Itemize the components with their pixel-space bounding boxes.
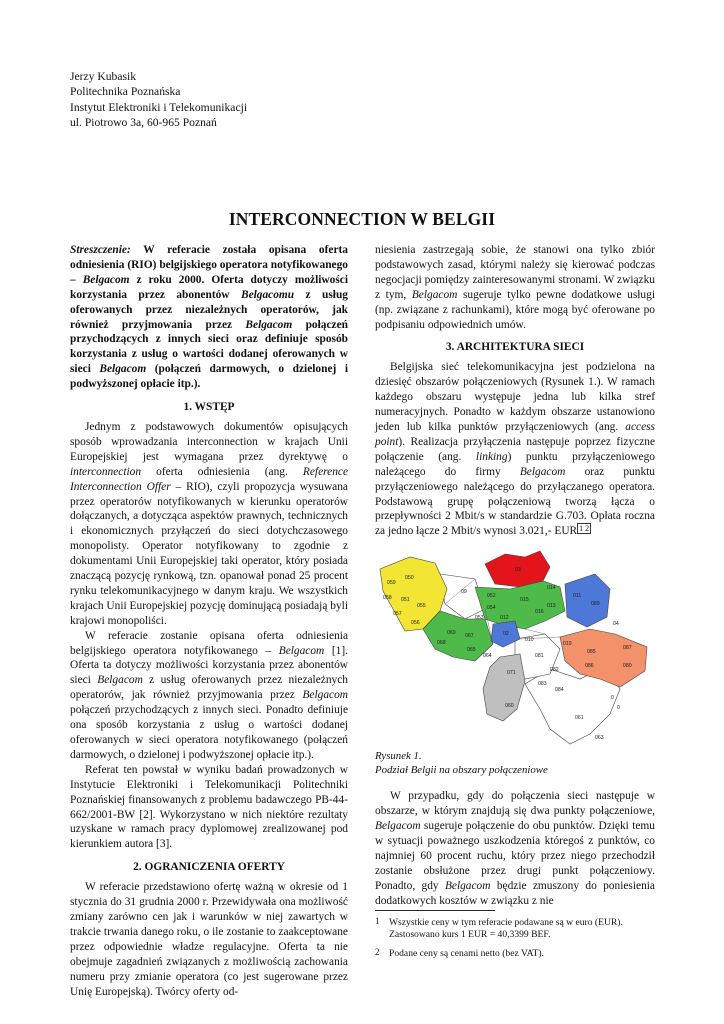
footnote-text: Wszystkie ceny w tym referacie podawane są w euro (EUR). Zastosowano kurs 1 EUR = 40,3399 BEF. xyxy=(389,917,623,941)
map-label: 012 xyxy=(500,615,509,622)
paper-title: INTERCONNECTION W BELGII xyxy=(228,209,496,229)
map-label: 086 xyxy=(585,663,594,670)
map-label: 015 xyxy=(520,597,529,604)
map-label: 050 xyxy=(405,575,414,582)
company-name: Belgacom xyxy=(245,318,293,331)
abstract-label: Streszczenie: xyxy=(70,244,131,256)
intro-paragraph-1: Jednym z podstawowych dokumentów opisujących sposób wprowadzania interconnection w krajach Unii Europejskiej jest wymagana przez dyrektywę o interconnection oferta odniesienia (ang. Reference Interconnection Offer – RIO), czyli propozycja wysuwana przez operatorów notyfikowanych w kierunku operatorów dołączanych, a dotycząca aspektów prawnych, technicznych i ekonomicznych przyłączeń do sieci dotychczasowego monopolisty. Operator notyfikowany to zgodnie z dokumentami Unii Europejskiej taki operator, który posiada znaczącą pozycję rynkową, tzn. opanował ponad 25 procent rynku telekomunikacyjnego w danym kraju. We wszystkich krajach Unii Europejskiej pozycję dominującą posiadają byli krajowi monopoliści. xyxy=(70,420,348,627)
map-label: 061 xyxy=(575,715,584,722)
map-label: 060 xyxy=(505,703,514,710)
map-label: 065 xyxy=(467,647,476,654)
map-label: 067 xyxy=(465,633,474,640)
company-name: Belgacomu xyxy=(240,288,295,301)
abstract-text: z roku 2000. Oferta dotyczy możliwości korzystania przez abonentów xyxy=(70,273,348,301)
map-label: 016 xyxy=(535,609,544,616)
map-label: 064 xyxy=(483,653,492,660)
limits-paragraph: W referacie przedstawiono ofertę ważną w okresie od 1 stycznia do 31 grudnia 2000 r. Przewidywała ona możliwość zmiany zarówno cen jak i warunków w niej zawartych w trakcie trwania danego roku, o ile zostanie to zaakceptowane przez odpowiednie władze regulacyjne. Oferta ta nie obejmuje zagadnień związanych z możliwością zachowania numeru przy zmianie operatora (co jest sugerowane przez Unię Europejską). Twórcy oferty od- xyxy=(70,881,348,998)
section-heading-intro: 1. WSTĘP xyxy=(183,401,235,414)
architecture-paragraph-1: Belgijska sieć telekomunikacyjna jest podzielona na dziesięć obszarów połączeniowych (Rysunek 1.). W ramach każdego obszaru występuje jedna lub kilka stref numeracyjnych. Ponadto w każdym obszarze ustanowiono jeden lub kilka punktów przyłączeniowych (ang. access point). Realizacja przyłączenia następuje poprzez fizyczne połączenie (ang. linking) punktu przyłączeniowego należącego do firmy Belgacom oraz punktu przyłączeniowego należącego do przyłączanego operatora. Podstawową grupę połączeniową tworzą łącza o przepływności 2 Mbit/s w standardzie G.703. Opłata roczna za jedno łącze 2 Mbit/s wynosi 3.021,- EUR $^{1 2}$ xyxy=(375,361,656,538)
map-label: 011 xyxy=(573,593,582,600)
map-label: 053 xyxy=(475,615,484,622)
abstract-text: połączeń przychodzących z innych sieci oraz definiuje sposób korzystania z usług o wartości dodanej oferowanych w sieci xyxy=(70,318,348,376)
map-label: 063 xyxy=(595,735,604,742)
footnote-number: 1 xyxy=(375,916,380,926)
map-label: 081 xyxy=(535,653,544,660)
author-name: Jerzy Kubasik xyxy=(70,70,137,83)
author-block xyxy=(70,69,247,131)
map-label: 014 xyxy=(547,585,556,592)
map-label: 089 xyxy=(591,601,600,608)
abstract-text: z usług oferowanych przez niezależnych operatorów, jak również przyjmowania przez xyxy=(70,288,348,331)
region-gray xyxy=(483,654,525,721)
footnote-number: 2 xyxy=(375,946,380,957)
map-label: 071 xyxy=(507,670,516,677)
map-label: 055 xyxy=(417,603,426,610)
footnotes xyxy=(375,910,655,966)
map-label: 02 xyxy=(503,631,509,638)
abstract-text: (połączeń darmowych, o dzielonej i podwyższonej opłacie itp.). xyxy=(70,363,348,391)
region-blue-east xyxy=(565,574,610,627)
map-label: 019 xyxy=(563,641,572,648)
footnote-divider xyxy=(375,910,495,911)
footnote-reference[interactable]: 1 2 xyxy=(579,524,590,534)
map-label: 082 xyxy=(550,667,559,674)
figure-caption-text: Podział Belgii na obszary połączeniowe xyxy=(375,764,548,777)
map-label: 069 xyxy=(447,630,456,637)
continued-paragraph: niesienia zastrzegają sobie, że stanowi ona tylko zbiór podstawowych zasad, którymi należy się kierować podczas negocjacji pomiędzy zainteresowanymi stronami. W związku z tym, Belgacom sugeruje tylko pewne dodatkowe usługi (np. związane z rachunkami), które mogą być oferowane po podpisaniu odpowiednich umów. xyxy=(375,244,655,331)
abstract xyxy=(70,243,348,392)
map-label: 013 xyxy=(547,603,556,610)
map-label: 03 xyxy=(515,567,521,574)
footnote-text: Podane ceny są cenami netto (bez VAT). xyxy=(389,947,544,959)
figure-caption-label: Rysunek 1. xyxy=(375,750,422,763)
footnote-2 xyxy=(375,948,655,960)
intro-paragraph-2: W referacie zostanie opisana oferta odniesienia belgijskiego operatora notyfikowanego – Belgacom [1]. Oferta ta dotyczy możliwości korzystania przez abonentów sieci Belgacom z usług oferowanych przez niezależnych operatorów, jak również przyjmowania przez Belgacom połączeń przychodzących z innych sieci. Ponadto definiuje ona sposób korzystania z usług o wartości dodanej oferowanych w sieci operatora notyfikowanego (połączeń darmowych, o dzielonej i podwyższonej opłacie itp.). xyxy=(70,629,348,761)
intro-paragraph-3: Referat ten powstał w wyniku badań prowadzonych w Instytucie Elektroniki i Telekomunikacji Politechniki Poznańskiej finansowanych z problemu badawczego PB-44-662/2001-BW [2]. Wykorzystano w nich niektóre rezultaty uzyskane w ramach pracy dyplomowej zrealizowanej pod kierunkiem autora [3]. xyxy=(70,763,348,851)
map-label: 056 xyxy=(411,620,420,627)
map-label: 083 xyxy=(538,681,547,688)
map-label: 051 xyxy=(401,597,410,604)
figure-caption xyxy=(375,749,655,777)
map-label: 0 xyxy=(617,705,620,712)
author-university: Politechnika Poznańska xyxy=(70,85,181,99)
company-name: Belgacom xyxy=(82,273,130,286)
map-label: 068 xyxy=(437,640,446,647)
author-address: ul. Piotrowo 3a, 60-965 Poznań xyxy=(70,116,217,130)
map-label: 04 xyxy=(613,621,619,628)
map-label: 054 xyxy=(487,605,496,612)
section-heading-limits: 2. OGRANICZENIA OFERTY xyxy=(133,861,285,874)
map-label: 059 xyxy=(387,580,396,587)
footnote-1 xyxy=(375,917,655,942)
map-label: 058 xyxy=(383,595,392,602)
company-name: Belgacom xyxy=(99,363,147,376)
section-heading-architecture: 3. ARCHITEKTURA SIECI xyxy=(445,341,585,354)
map-label: 057 xyxy=(393,611,402,618)
map-label: 010 xyxy=(525,637,534,644)
map-label: 087 xyxy=(623,645,632,652)
map-label: 080 xyxy=(623,663,632,670)
abstract-text: W referacie została opisana oferta odniesienia (RIO) belgijskiego operatora notyfikowanego – xyxy=(70,244,348,286)
left-column xyxy=(70,243,348,999)
author-institute: Instytut Elektroniki i Telekomunikacji xyxy=(70,100,248,114)
map-label: 052 xyxy=(487,593,496,600)
right-column xyxy=(375,243,655,908)
belgium-map xyxy=(375,549,655,749)
architecture-paragraph-2: W przypadku, gdy do połączenia sieci następuje w obszarze, w którym znajdują się dwa punkty połączeniowe, Belgacom sugeruje połączenie do obu punktów. Dzięki temu w sytuacji poważnego uszkodzenia któregoś z punktów, co najmniej 60 procent ruchu, który przez niego przechodził zostanie obsłużone przez drugi punkt połączeniowy. Ponadto, gdy Belgacom będzie zmuszony do poniesienia dodatkowych kosztów w związku z nie xyxy=(375,790,655,907)
map-label: 0 xyxy=(611,695,614,702)
map-label: 084 xyxy=(555,687,564,694)
map-label: 09 xyxy=(461,589,467,596)
map-label: 085 xyxy=(587,649,596,656)
